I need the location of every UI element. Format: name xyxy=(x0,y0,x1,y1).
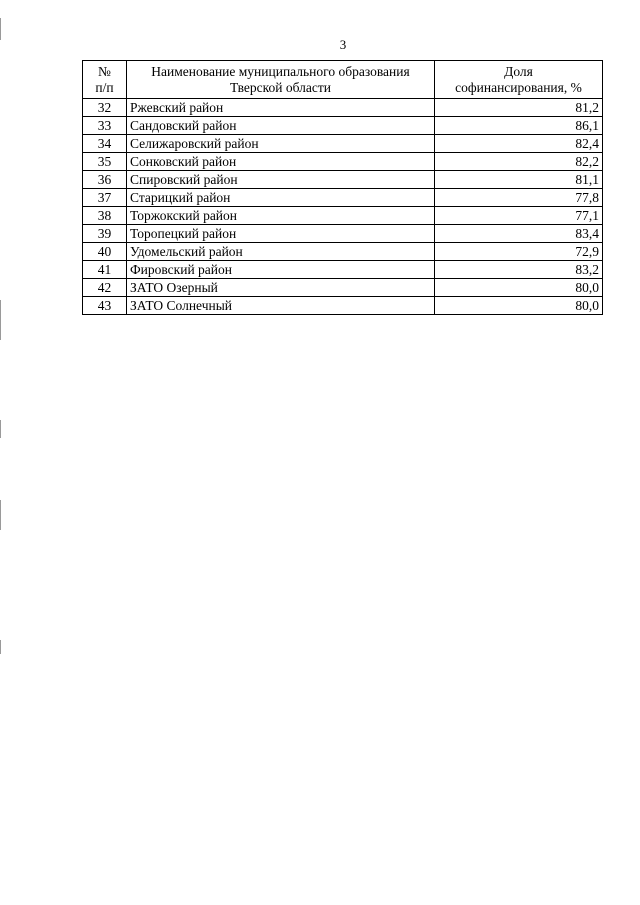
row-share: 83,4 xyxy=(435,225,603,243)
header-name-line2: Тверской области xyxy=(230,79,331,95)
row-number: 33 xyxy=(83,117,127,135)
scan-edge-mark xyxy=(0,640,1,654)
table-row xyxy=(83,225,603,243)
row-municipality: Удомельский район xyxy=(127,243,435,261)
row-number: 36 xyxy=(83,171,127,189)
row-municipality: ЗАТО Озерный xyxy=(127,279,435,297)
table-row xyxy=(83,207,603,225)
row-municipality: Ржевский район xyxy=(127,99,435,117)
row-municipality: Торопецкий район xyxy=(127,225,435,243)
header-number xyxy=(83,61,127,99)
cofinancing-table xyxy=(82,60,603,315)
table-row xyxy=(83,261,603,279)
row-share: 81,2 xyxy=(435,99,603,117)
row-number: 40 xyxy=(83,243,127,261)
header-number-line2: п/п xyxy=(95,79,114,95)
row-share: 80,0 xyxy=(435,279,603,297)
row-number: 37 xyxy=(83,189,127,207)
row-share: 80,0 xyxy=(435,297,603,315)
row-number: 43 xyxy=(83,297,127,315)
row-share: 82,4 xyxy=(435,135,603,153)
header-cofinancing-share xyxy=(435,61,603,99)
header-share-line1: Доля xyxy=(504,63,533,79)
header-municipality-name xyxy=(127,61,435,99)
row-municipality: Старицкий район xyxy=(127,189,435,207)
header-number-line1: № xyxy=(98,63,111,79)
scan-edge-mark xyxy=(0,300,1,340)
table-row xyxy=(83,189,603,207)
scan-edge-mark xyxy=(0,500,1,530)
row-municipality: Сандовский район xyxy=(127,117,435,135)
row-municipality: Торжокский район xyxy=(127,207,435,225)
row-number: 39 xyxy=(83,225,127,243)
table-row xyxy=(83,243,603,261)
header-share-line2: софинансирования, % xyxy=(455,79,582,95)
row-municipality: ЗАТО Солнечный xyxy=(127,297,435,315)
row-share: 72,9 xyxy=(435,243,603,261)
table-row xyxy=(83,135,603,153)
row-municipality: Сонковский район xyxy=(127,153,435,171)
row-municipality: Селижаровский район xyxy=(127,135,435,153)
row-share: 77,1 xyxy=(435,207,603,225)
table-row xyxy=(83,297,603,315)
page-number: 3 xyxy=(339,37,347,52)
row-municipality: Фировский район xyxy=(127,261,435,279)
row-number: 42 xyxy=(83,279,127,297)
row-number: 34 xyxy=(83,135,127,153)
table-row xyxy=(83,171,603,189)
row-municipality: Спировский район xyxy=(127,171,435,189)
row-share: 81,1 xyxy=(435,171,603,189)
row-number: 38 xyxy=(83,207,127,225)
row-share: 83,2 xyxy=(435,261,603,279)
row-number: 35 xyxy=(83,153,127,171)
row-number: 41 xyxy=(83,261,127,279)
row-share: 77,8 xyxy=(435,189,603,207)
table-row xyxy=(83,153,603,171)
scan-edge-mark xyxy=(0,18,1,40)
table-header-row xyxy=(83,61,603,99)
table-row xyxy=(83,117,603,135)
table-row xyxy=(83,99,603,117)
table-row xyxy=(83,279,603,297)
scan-edge-mark xyxy=(0,420,1,438)
row-share: 86,1 xyxy=(435,117,603,135)
row-number: 32 xyxy=(83,99,127,117)
header-name-line1: Наименование муниципального образования xyxy=(151,63,410,79)
row-share: 82,2 xyxy=(435,153,603,171)
